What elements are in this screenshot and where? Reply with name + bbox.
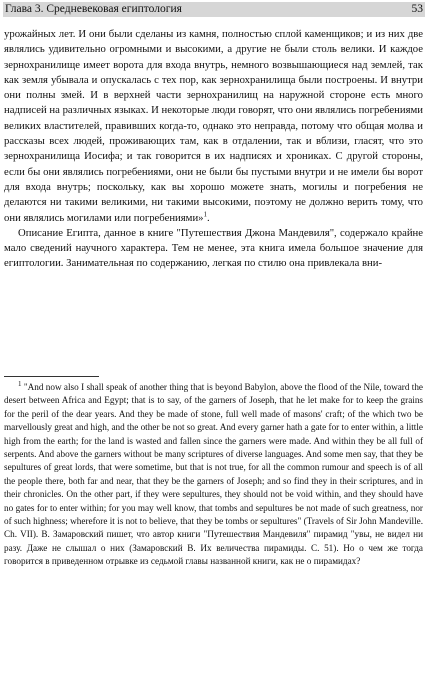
- footnote-divider: [4, 376, 99, 377]
- paragraph-1: урожайных лет. И они были сделаны из камня, полностью сплой каменщиков; и из них две являлись удивительно огромными и высокими, а другие не были столь велики. И каждое зернохранилище имеет ворота для входа внутрь, немного возвышающиеся над землей, так как земля убывала и опускалась с тех пор, как зернохранилища были построены. И внутри они полны змей. И в верхней части зернохранилищ на наружной стороне есть много надписей на различных языках. И некоторые люди говорят, что они являлись погребениями великих властителей, правивших когда-то, однако это неправда, потому что общая молва и рассказы всех людей, проживающих там, как в отдалении, так и вблизи, гласят, что это зернохранилища Иосифа; и так говорится в их надписях и хрониках. С другой стороны, если бы они являлись погребениями, они не были бы пустыми внутри и не имели бы ворот для входа внутрь; поскольку, как вы хорошо можете знать, могилы и погребения не делаются ни такими великими, ни такими высокими, поэтому не должно верить тому, что они являлись могилами или погребениями»$^1$.: [4, 28, 423, 224]
- footnote-marker: 1: [18, 379, 22, 388]
- chapter-title: Глава 3. Средневековая египтология: [5, 3, 182, 15]
- footnote: [4, 381, 423, 569]
- paragraph-1-text: урожайных лет. И они были сделаны из камня, полностью сплой каменщиков; и из них две являлись удивительно огромными и высокими, а другие не были столь велики. И каждое зернохранилище имеет ворота для входа внутрь, немного возвышающиеся над землей, так как земля убывала и опускалась с тех пор, как зернохранилища были построены. И внутри они полны змей. И в верхней части зернохранилищ на наружной стороне есть много надписей на различных языках. И некоторые люди говорят, что они являлись погребениями великих властителей, правивших когда-то, однако это неправда, потому что общая молва и рассказы всех людей, проживающих там, как в отдалении, так и вблизи, гласят, что это зернохранилища Иосифа; и так говорится в их надписях и хрониках. С другой стороны, если бы они являлись погребениями, они не были бы пустыми внутри и не имели бы ворот для входа внутрь; поскольку, как вы хорошо можете знать, могилы и погребения не делаются ни такими великими, ни такими высокими, поэтому не должно верить тому, что они являлись могилами или погребениями»: [4, 28, 423, 224]
- footnote-text: "And now also I shall speak of another thing that is beyond Babylon, above the flood of the Nile, toward the desert between Africa and Egypt; that is to say, of the garners of Joseph, that he let make for to keep the grains for the peril of the dear years. And they be made of stone, full well made of masons' craft; of the which two be marvellously great and high, and the other be not so great. And every garner hath a gate for to enter within, a little high from the earth; for the land is wasted and fallen since the garners were made. And within they be all full of serpents. And above the garners without be many scriptures of diverse languages. And some men say, that they be sepultures of great lords, that were sometime, but that is not true, for all the common rumour and speech is of all the people there, both far and near, that they be the garners of Joseph; and so find they in their scriptures, and in their chronicles. On the other part, if they were sepultures, they should not be void within, and they should have no gates for to enter within; for you may well know, that tombs and sepultures be not made of such greatness, nor of such highness; wherefore it is not to believe, that they be tombs or sepultures" (Travels of Sir John Mandeville. Ch. VII). В. Замаровский пишет, что автор книги "Путешествия Мандевиля" пирамид "увы, не видел ни разу. Даже не слышал о них (Замаровский В. Их величества пирамиды. С. 51). Но о чем же тогда говорится в приведенном отрывке из седьмой главы названной книги, как не о пирамидах?: [4, 382, 423, 567]
- page-number: 53: [411, 3, 423, 15]
- footnote-reference[interactable]: 1: [203, 210, 208, 218]
- running-header: [3, 2, 425, 17]
- main-text: [4, 27, 423, 272]
- paragraph-2-text: Описание Египта, данное в книге "Путешествия Джона Мандевиля", содержало крайне мало сведений научного характера. Тем не менее, эта книга имела большое значение для египтологии. Занимательная по содержанию, легкая по стилю она привлекала вни-: [4, 226, 423, 270]
- paragraph-2: [4, 226, 423, 272]
